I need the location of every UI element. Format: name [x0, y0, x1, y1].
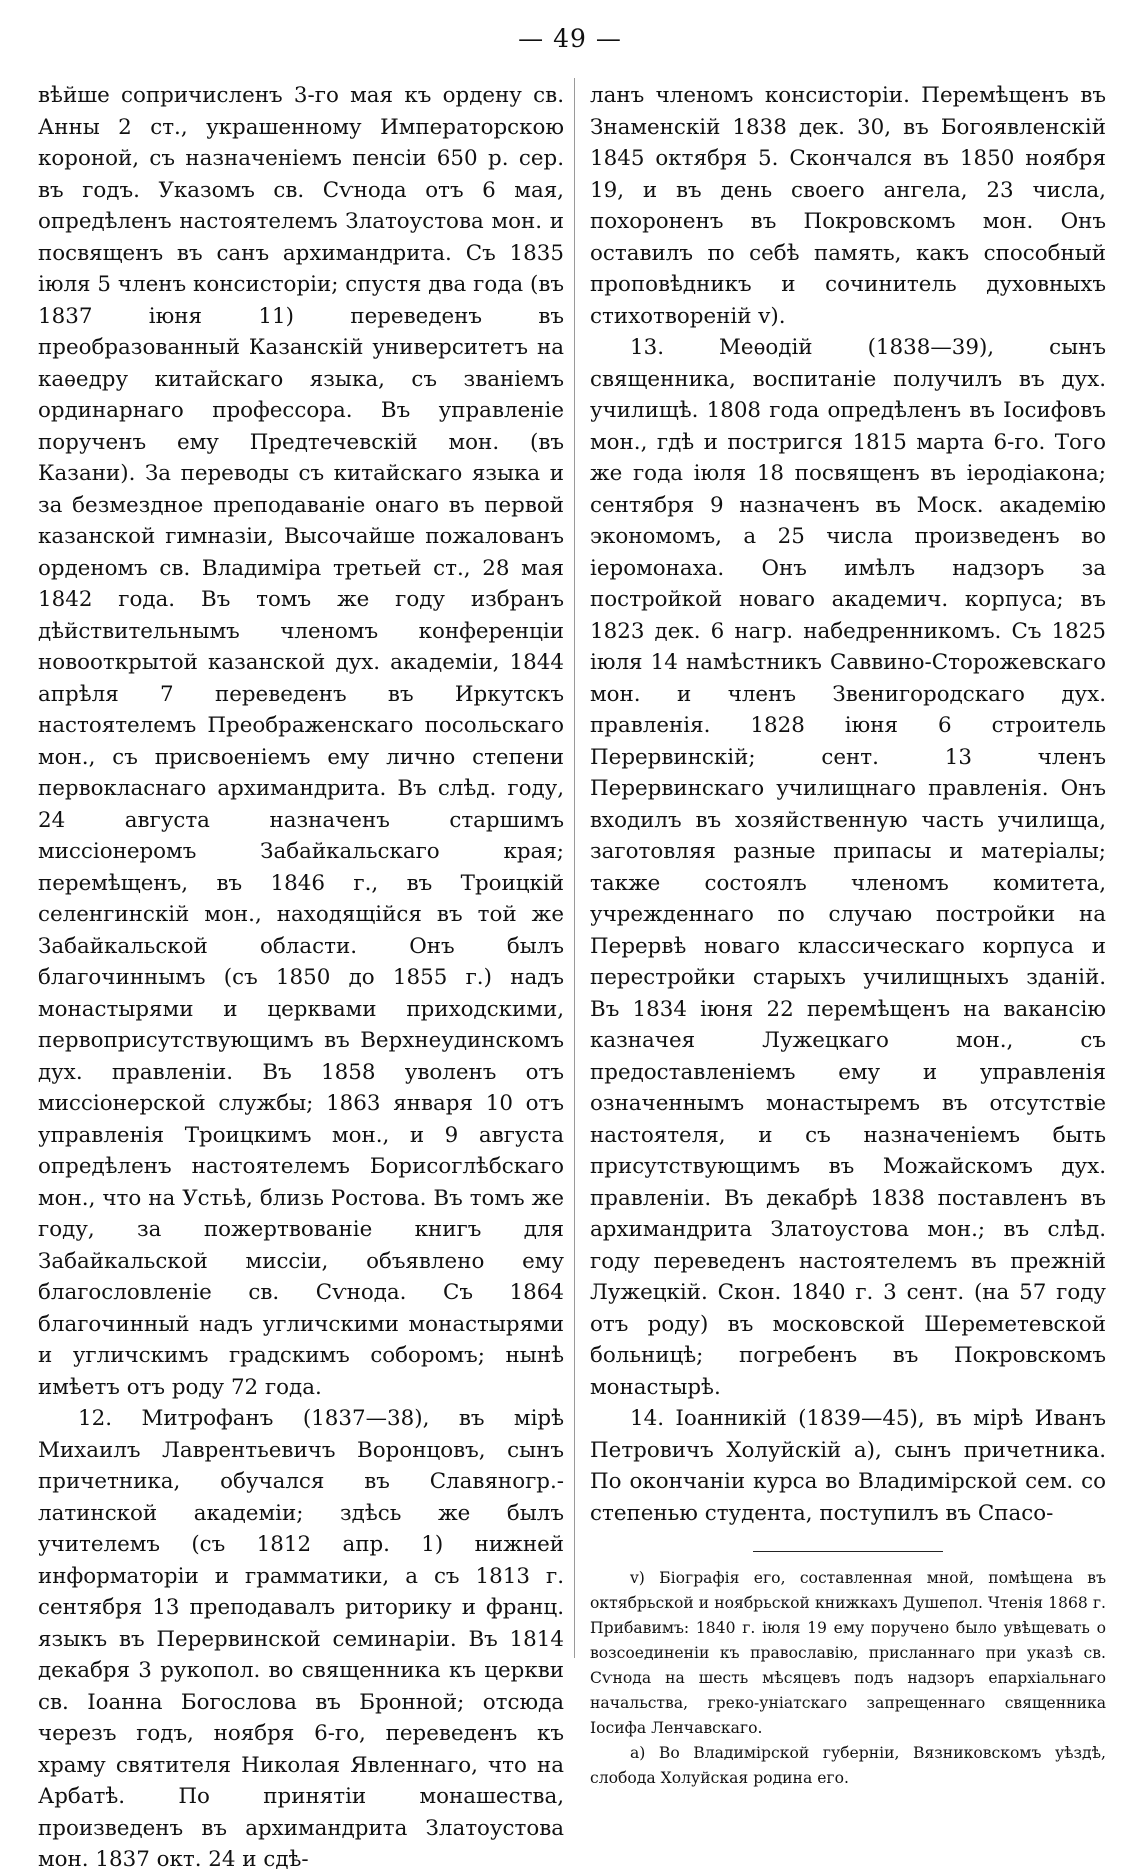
column-divider [574, 78, 575, 1658]
footnotes [590, 1566, 1106, 1791]
page-number: — 49 — [518, 24, 622, 53]
footnote-rule [753, 1551, 943, 1552]
paragraph: 12. Митрофанъ (1837—38), въ мірѣ Михаилъ Лаврентьевичъ Воронцовъ, сынъ причетника, обучался въ Славяногр.-латинской академіи; здѣсь же былъ учителемъ (съ 1812 апр. 1) нижней информаторіи и грамматики, а съ 1813 г. сентября 13 преподавалъ риторику и франц. языкъ въ Перервинской семинаріи. Въ 1814 декабря 3 рукопол. во священника къ церкви св. Іоанна Богослова въ Бронной; отсюда черезъ годъ, ноября 6-го, переведенъ къ храму святителя Николая Явленнаго, что на Арбатѣ. По принятіи монашества, произведенъ въ архимандрита Златоустова мон. 1837 окт. 24 и сдѣ- [38, 1406, 564, 1872]
footnote: а) Во Владимірской губерніи, Вязниковскомъ уѣздѣ, слобода Холуйская родина его. [590, 1744, 1106, 1787]
paragraph: ланъ членомъ консисторіи. Перемѣщенъ въ Знаменскій 1838 дек. 30, въ Богоявленскій 1845 октября 5. Скончался въ 1850 ноября 19, и въ день своего ангела, 23 числа, похороненъ въ Покровскомъ мон. Онъ оставилъ по себѣ память, какъ способный проповѣдникъ и сочинитель духовныхъ стихотвореній v). [590, 83, 1106, 329]
left-column [38, 80, 564, 1876]
right-column [590, 80, 1106, 1791]
paragraph: 14. Іоанникій (1839—45), въ мірѣ Иванъ Петровичъ Холуйскій а), сынъ причетника. По окончаніи курса во Владимірской сем. со степенью студента, поступилъ въ Спасо- [590, 1406, 1106, 1526]
footnote: v) Біографія его, составленная мной, помѣщена въ октябрьской и ноябрьской книжкахъ Душепол. Чтенія 1868 г. Прибавимъ: 1840 г. іюля 19 ему поручено было увѣщевать о возсоединеніи къ православію, присланнаго при указѣ св. Сѵнода на шесть мѣсяцевъ подъ надзоръ епархіальнаго начальства, греко-уніатскаго запрещеннаго священника Іосифа Ленчавскаго. [590, 1569, 1106, 1737]
paragraph: 13. Меѳодій (1838—39), сынъ священника, воспитаніе получилъ въ дух. училищѣ. 1808 года опредѣленъ въ Іосифовъ мон., гдѣ и постригся 1815 марта 6-го. Того же года іюля 18 посвященъ въ іеродіакона; сентября 9 назначенъ въ Моск. академію экономомъ, а 25 числа произведенъ во іеромонаха. Онъ имѣлъ надзоръ за постройкой новаго академич. корпуса; въ 1823 дек. 6 нагр. набедренникомъ. Съ 1825 іюля 14 намѣстникъ Саввино-Сторожевскаго мон. и членъ Звенигородскаго дух. правленія. 1828 іюня 6 строитель Перервинскій; сент. 13 членъ Перервинскаго училищнаго правленія. Онъ входилъ въ хозяйственную часть училища, заготовляя разные припасы и матеріалы; также состоялъ членомъ комитета, учрежденнаго по случаю постройки на Перервѣ новаго классическаго корпуса и перестройки старыхъ училищныхъ зданій. Въ 1834 іюня 22 перемѣщенъ на вакансію казначея Лужецкаго мон., съ предоставленіемъ ему и управленія означеннымъ монастыремъ въ отсутствіе настоятеля, и съ назначеніемъ быть присутствующимъ въ Можайскомъ дух. правленіи. Въ декабрѣ 1838 поставленъ въ архимандрита Златоустова мон.; въ слѣд. году переведенъ настоятелемъ въ прежній Лужецкій. Скон. 1840 г. 3 сент. (на 57 году отъ роду) въ московской Шереметевской больницѣ; погребенъ въ Покровскомъ монастырѣ. [590, 335, 1106, 1400]
paragraph: вѣйше сопричисленъ 3-го мая къ ордену св. Анны 2 ст., украшенному Императорскою короной, съ назначеніемъ пенсіи 650 р. сер. въ годъ. Указомъ св. Сѵнода отъ 6 мая, опредѣленъ настоятелемъ Златоустова мон. и посвященъ въ санъ архимандрита. Съ 1835 іюля 5 членъ консисторіи; спустя два года (въ 1837 іюня 11) переведенъ въ преобразованный Казанскій университетъ на каѳедру китайскаго языка, съ званіемъ ординарнаго профессора. Въ управленіе порученъ ему Предтечевскій мон. (въ Казани). За переводы съ китайскаго языка и за безмездное преподаваніе онаго въ первой казанской гимназіи, Высочайше пожалованъ орденомъ св. Владиміра третьей ст., 28 мая 1842 года. Въ томъ же году избранъ дѣйствительнымъ членомъ конференціи новооткрытой казанской дух. академіи, 1844 апрѣля 7 переведенъ въ Иркутскъ настоятелемъ Преображенскаго посольскаго мон., съ присвоеніемъ ему лично степени первокласнаго архимандрита. Въ слѣд. году, 24 августа назначенъ старшимъ миссіонеромъ Забайкальскаго края; перемѣщенъ, въ 1846 г., въ Троицкій селенгинскій мон., находящійся въ той же Забайкальской области. Онъ былъ благочиннымъ (съ 1850 до 1855 г.) надъ монастырями и церквами приходскими, первоприсутствующимъ въ Верхнеудинскомъ дух. правленіи. Въ 1858 уволенъ отъ миссіонерской службы; 1863 января 10 отъ управленія Троицкимъ мон., и 9 августа опредѣленъ настоятелемъ Борисоглѣбскаго мон., что на Устьѣ, близь Ростова. Въ томъ же году, за пожертвованіе книгъ для Забайкальской миссіи, объявлено ему благословленіе св. Сѵнода. Съ 1864 благочинный надъ угличскими монастырями и угличскимъ градскимъ соборомъ; нынѣ имѣетъ отъ роду 72 года. [38, 83, 564, 1400]
